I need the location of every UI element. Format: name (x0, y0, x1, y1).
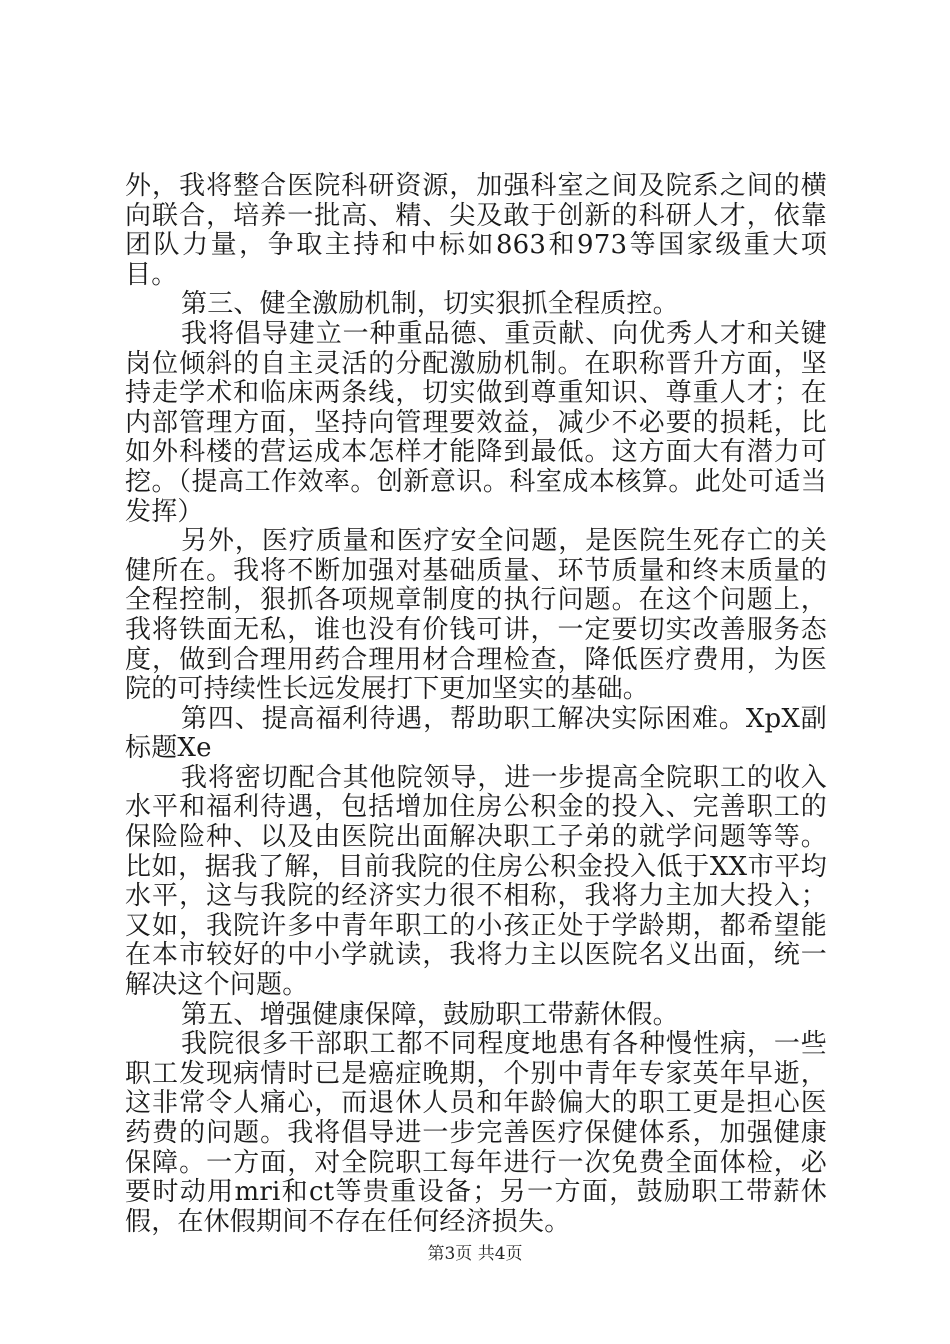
paragraph-welfare: 我将密切配合其他院领导，进一步提高全院职工的收入水平和福利待遇，包括增加住房公积金的投入、完善职工的保险险种、以及由医院出面解决职工子弟的就学问题等等。比如，据我了解，目前我院的住房公积金投入低于XX市平均水平，这与我院的经济实力很不相称，我将力主加大投入；又如，我院许多中青年职工的小孩正处于学龄期，都希望能在本市较好的中小学就读，我将力主以医院名义出面，统一解决这个问题。 (125, 762, 827, 1001)
paragraph-incentive-mechanism: 我将倡导建立一种重品德、重贡献、向优秀人才和关键岗位倾斜的自主灵活的分配激励机制。在职称晋升方面，坚持走学术和临床两条线，切实做到尊重知识、尊重人才；在内部管理方面，坚持向管理要效益，减少不必要的损耗，比如外科楼的营运成本怎样才能降到最低。这方面大有潜力可挖。（提高工作效率。创新意识。科室成本核算。此处可适当发挥） (125, 318, 827, 527)
heading-fifth-health: 第五、增强健康保障，鼓励职工带薪休假。 (181, 999, 679, 1030)
paragraph-research-cont: 外，我将整合医院科研资源，加强科室之间及院系之间的横向联合，培养一批高、精、尖及敢于创新的科研人才，依靠团队力量，争取主持和中标如863和973等国家级重大项目。 (125, 171, 827, 290)
paragraph-medical-quality: 另外，医疗质量和医疗安全问题，是医院生死存亡的关健所在。我将不断加强对基础质量、环节质量和终末质量的全程控制，狠抓各项规章制度的执行问题。在这个问题上，我将铁面无私，谁也没有价钱可讲，一定要切实改善服务态度，做到合理用药合理用材合理检查，降低医疗费用，为医院的可持续性长远发展打下更加坚实的基础。 (125, 526, 827, 705)
paragraph-health: 我院很多干部职工都不同程度地患有各种慢性病，一些职工发现病情时已是癌症晚期，个别中青年专家英年早逝，这非常令人痛心，而退休人员和年龄偏大的职工更是担心医药费的问题。我将倡导进一步完善医疗保健体系，加强健康保障。一方面，对全院职工每年进行一次免费全面体检，必要时动用mri和ct等贵重设备；另一方面，鼓励职工带薪休假，在休假期间不存在任何经济损失。 (125, 1029, 827, 1237)
heading-fourth-welfare: 第四、提高福利待遇，帮助职工解决实际困难。XpX副标题Xe (125, 703, 827, 764)
document-body (125, 172, 827, 1237)
page-number-footer: 第3页 共4页 (427, 1244, 523, 1264)
heading-third-incentive: 第三、健全激励机制，切实狠抓全程质控。 (181, 289, 679, 320)
